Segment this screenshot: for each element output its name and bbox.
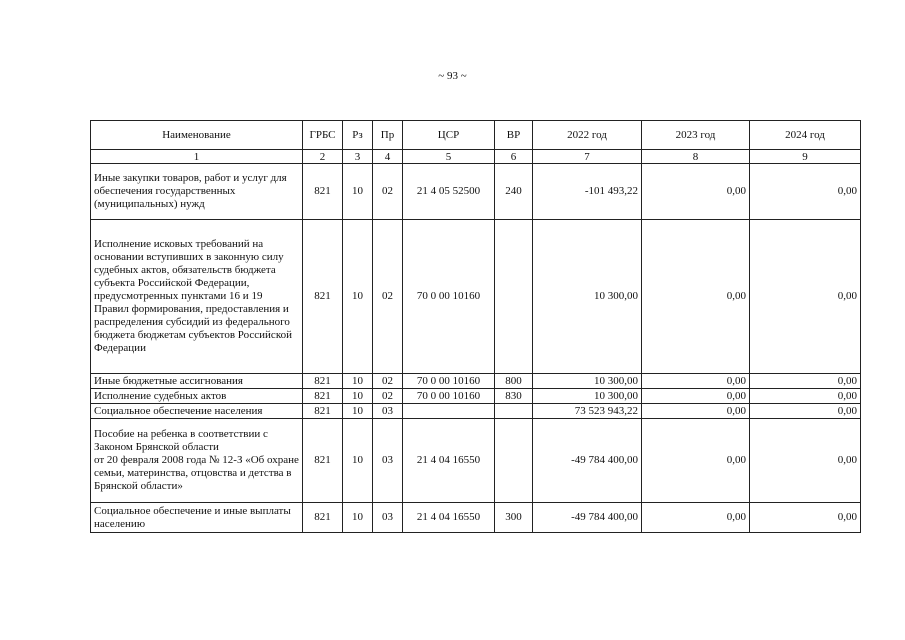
row-pr: 02 <box>373 220 403 374</box>
row-2023: 0,00 <box>642 503 750 533</box>
row-rz: 10 <box>343 419 373 503</box>
header-vr: ВР <box>495 121 533 150</box>
row-rz: 10 <box>343 164 373 220</box>
row-2023: 0,00 <box>642 389 750 404</box>
row-vr <box>495 220 533 374</box>
row-rz: 10 <box>343 404 373 419</box>
column-number: 4 <box>373 150 403 164</box>
column-number: 7 <box>533 150 642 164</box>
row-vr: 240 <box>495 164 533 220</box>
row-name: Иные бюджетные ассигнования <box>91 374 303 389</box>
row-2022: 10 300,00 <box>533 220 642 374</box>
row-rz: 10 <box>343 220 373 374</box>
row-2023: 0,00 <box>642 220 750 374</box>
header-csr: ЦСР <box>403 121 495 150</box>
column-number-row <box>91 150 861 164</box>
column-number: 8 <box>642 150 750 164</box>
row-name: Исполнение исковых требований на основании вступивших в законную силу судебных актов, обязательств бюджета субъекта Российской Федерации, предусмотренных пунктами 16 и 19 Правил формирования, предоставления и распределения субсидий из федерального бюджета бюджетам субъектов Российской Федерации <box>91 220 303 374</box>
row-grbs: 821 <box>303 389 343 404</box>
row-pr: 03 <box>373 503 403 533</box>
row-2024: 0,00 <box>750 374 861 389</box>
row-grbs: 821 <box>303 164 343 220</box>
row-csr: 70 0 00 10160 <box>403 389 495 404</box>
table-row <box>91 374 861 389</box>
row-name-line: Пособие на ребенка в соответствии с Законом Брянской области <box>94 428 268 453</box>
header-pr: Пр <box>373 121 403 150</box>
table-row <box>91 389 861 404</box>
row-pr: 02 <box>373 164 403 220</box>
row-rz: 10 <box>343 503 373 533</box>
row-2022: -101 493,22 <box>533 164 642 220</box>
header-rz: Рз <box>343 121 373 150</box>
row-pr: 02 <box>373 374 403 389</box>
row-name: Социальное обеспечение и иные выплаты населению <box>91 503 303 533</box>
row-2023: 0,00 <box>642 419 750 503</box>
row-name-line: от 20 февраля 2008 года № 12-З «Об охране семьи, материнства, отцовства и детства в Брянской области» <box>94 454 299 492</box>
page-number: ~ 93 ~ <box>438 70 467 82</box>
row-name: Исполнение судебных актов <box>91 389 303 404</box>
row-csr: 21 4 04 16550 <box>403 503 495 533</box>
column-number: 5 <box>403 150 495 164</box>
row-vr: 300 <box>495 503 533 533</box>
table-row <box>91 404 861 419</box>
header-2022: 2022 год <box>533 121 642 150</box>
row-vr <box>495 419 533 503</box>
row-2022: -49 784 400,00 <box>533 503 642 533</box>
table-row <box>91 419 861 503</box>
table-row <box>91 164 861 220</box>
header-grbs: ГРБС <box>303 121 343 150</box>
row-vr: 800 <box>495 374 533 389</box>
row-vr <box>495 404 533 419</box>
row-pr: 03 <box>373 419 403 503</box>
column-number: 2 <box>303 150 343 164</box>
row-csr <box>403 404 495 419</box>
row-rz: 10 <box>343 374 373 389</box>
table-row <box>91 503 861 533</box>
column-number: 1 <box>91 150 303 164</box>
row-2024: 0,00 <box>750 164 861 220</box>
row-grbs: 821 <box>303 404 343 419</box>
column-number: 6 <box>495 150 533 164</box>
row-grbs: 821 <box>303 220 343 374</box>
row-2023: 0,00 <box>642 404 750 419</box>
row-name: Социальное обеспечение населения <box>91 404 303 419</box>
row-rz: 10 <box>343 389 373 404</box>
column-number: 9 <box>750 150 861 164</box>
header-2023: 2023 год <box>642 121 750 150</box>
row-2022: 73 523 943,22 <box>533 404 642 419</box>
row-grbs: 821 <box>303 503 343 533</box>
header-2024: 2024 год <box>750 121 861 150</box>
row-csr: 70 0 00 10160 <box>403 374 495 389</box>
row-csr: 21 4 05 52500 <box>403 164 495 220</box>
row-2024: 0,00 <box>750 419 861 503</box>
row-csr: 21 4 04 16550 <box>403 419 495 503</box>
row-2024: 0,00 <box>750 389 861 404</box>
row-2022: -49 784 400,00 <box>533 419 642 503</box>
budget-table <box>90 120 861 533</box>
row-2023: 0,00 <box>642 374 750 389</box>
row-pr: 03 <box>373 404 403 419</box>
row-name <box>91 419 303 503</box>
row-2022: 10 300,00 <box>533 389 642 404</box>
header-name: Наименование <box>91 121 303 150</box>
row-2024: 0,00 <box>750 220 861 374</box>
row-name: Иные закупки товаров, работ и услуг для обеспечения государственных (муниципальных) нужд <box>91 164 303 220</box>
row-vr: 830 <box>495 389 533 404</box>
row-2023: 0,00 <box>642 164 750 220</box>
row-2024: 0,00 <box>750 503 861 533</box>
row-csr: 70 0 00 10160 <box>403 220 495 374</box>
table-row <box>91 220 861 374</box>
row-grbs: 821 <box>303 419 343 503</box>
column-number: 3 <box>343 150 373 164</box>
row-grbs: 821 <box>303 374 343 389</box>
row-2022: 10 300,00 <box>533 374 642 389</box>
row-2024: 0,00 <box>750 404 861 419</box>
row-pr: 02 <box>373 389 403 404</box>
header-row <box>91 121 861 150</box>
